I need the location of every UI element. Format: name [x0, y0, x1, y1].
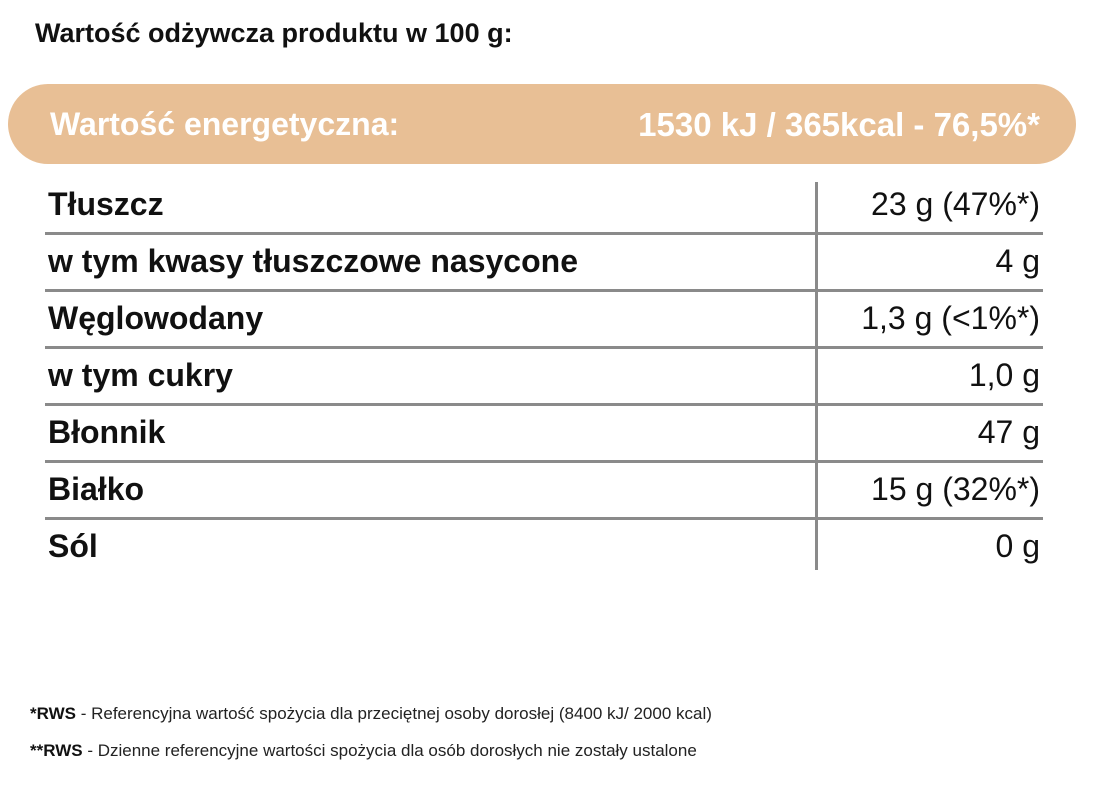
nutrition-row-protein: [45, 463, 1043, 520]
nutrient-name: w tym cukry: [48, 357, 233, 393]
energy-value-banner: [8, 84, 1076, 164]
nutrition-row-sugars: [45, 349, 1043, 406]
nutrient-name: Sól: [48, 528, 98, 564]
nutrient-value: 23 g (47%*): [871, 186, 1040, 222]
nutrition-table: [45, 178, 1043, 577]
nutrient-value: 1,3 g (<1%*): [861, 300, 1040, 336]
footnote-text: - Dzienne referencyjne wartości spożycia dla osób dorosłych nie zostały ustalone: [82, 741, 697, 760]
nutrition-row-saturated-fat: [45, 235, 1043, 292]
footnote-marker: **RWS: [30, 741, 83, 760]
nutrient-value: 4 g: [995, 243, 1040, 279]
nutrient-name: Błonnik: [48, 414, 166, 450]
footnote-rws: [30, 704, 712, 724]
nutrient-name: Białko: [48, 471, 145, 507]
energy-label: Wartość energetyczna:: [50, 106, 400, 142]
nutrient-name: Tłuszcz: [48, 186, 164, 222]
nutrient-value: 15 g (32%*): [871, 471, 1040, 507]
nutrient-value: 0 g: [995, 528, 1040, 564]
footnote-text: - Referencyjna wartość spożycia dla przeciętnej osoby dorosłej (8400 kJ/ 2000 kcal): [75, 704, 712, 723]
nutrient-name: w tym kwasy tłuszczowe nasycone: [48, 243, 578, 279]
nutrient-name: Węglowodany: [48, 300, 264, 336]
nutrition-row-carbohydrates: [45, 292, 1043, 349]
nutrition-row-fat: [45, 178, 1043, 235]
page-title: Wartość odżywcza produktu w 100 g:: [35, 18, 513, 48]
nutrient-value: 1,0 g: [968, 357, 1040, 393]
footnote-marker: *RWS: [30, 704, 76, 723]
energy-value: 1530 kJ / 365kcal - 76,5%*: [638, 106, 1040, 143]
column-divider: [815, 182, 818, 570]
nutrient-value: 47 g: [977, 414, 1040, 450]
footnote-rws-daily: [30, 741, 697, 761]
nutrition-row-salt: [45, 520, 1043, 577]
nutrition-row-fiber: [45, 406, 1043, 463]
